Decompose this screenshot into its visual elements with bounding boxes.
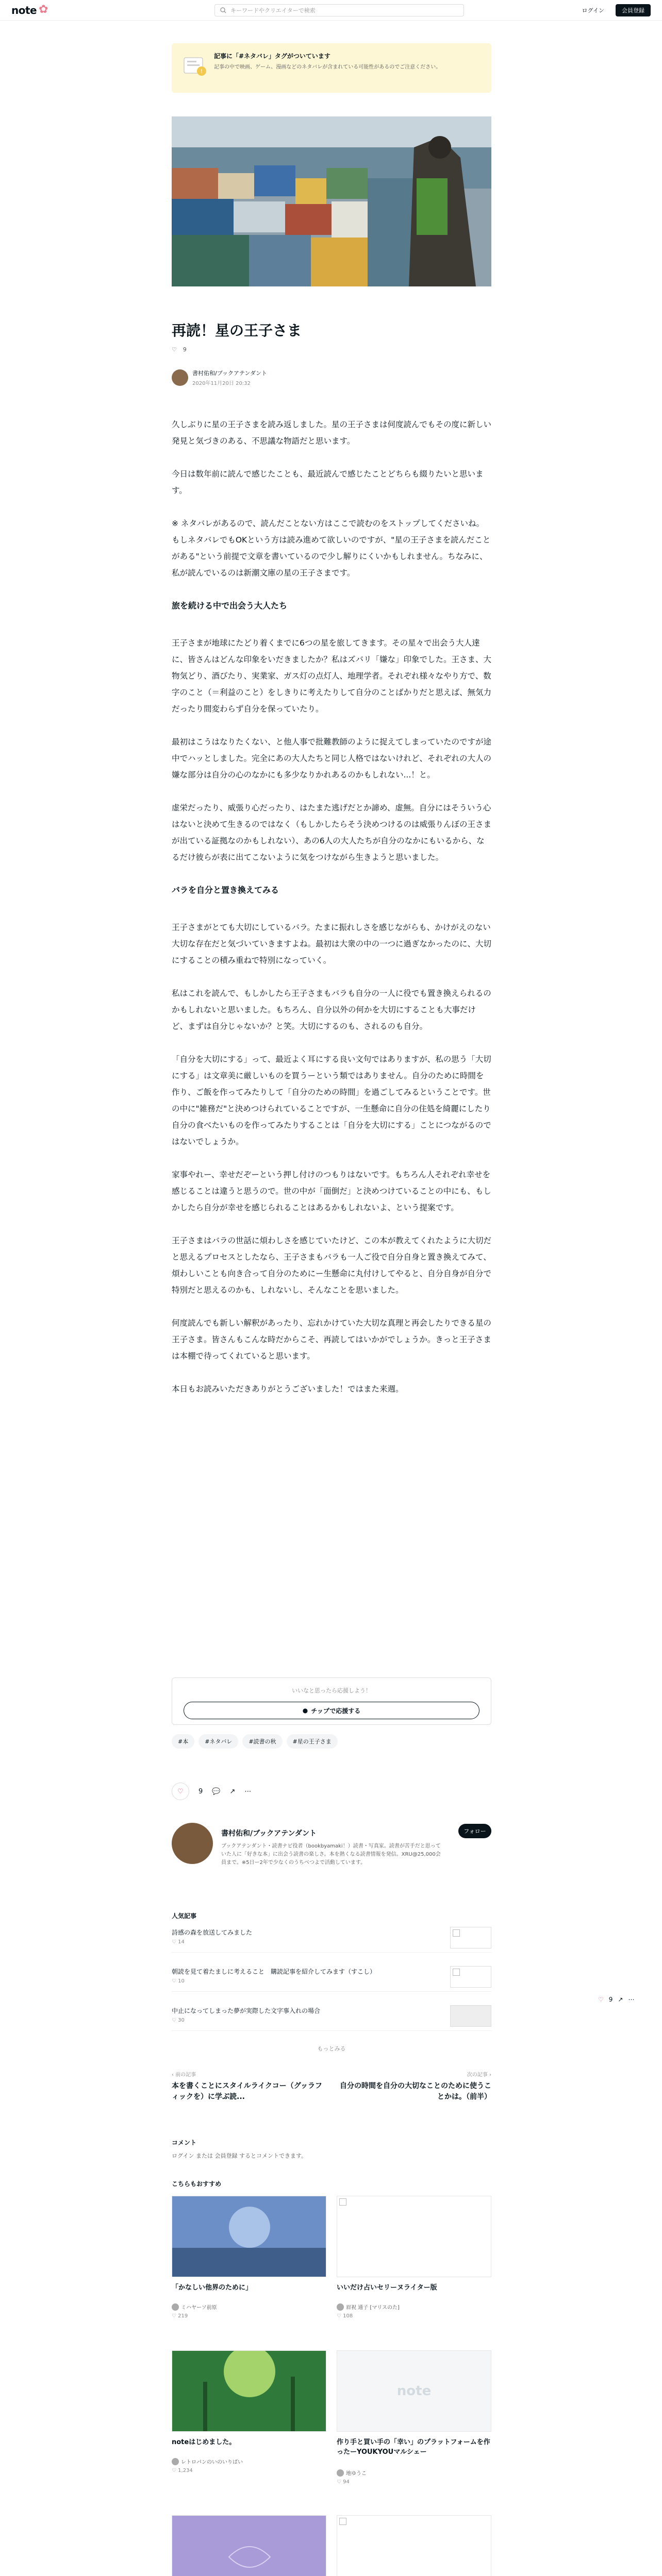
- hero-photo-graphic: [172, 116, 491, 286]
- section-heading: バラを自分と置き換えてみる: [172, 885, 279, 895]
- svg-text:!: !: [200, 68, 203, 75]
- profile-avatar[interactable]: [172, 1823, 213, 1864]
- paragraph: 家事やれー、幸せだぞーという押し付けのつもりはないです。もちろん人それぞれ幸せを感じることは違うと思うので。世の中が「面倒だ」と決めつけていることの中にも、もしかしたら自分が幸せを感じられることはあるかもしれないよ、という提案です。: [172, 1170, 491, 1212]
- recommended-title: こちらもおすすめ: [172, 2180, 222, 2188]
- spoiler-warning-icon: [181, 53, 208, 79]
- prev-next-nav: [172, 2070, 491, 2120]
- popular-title: 人気記事: [172, 1912, 197, 1920]
- card-likes: ♡ 108: [337, 2313, 353, 2319]
- popular-item-thumbnail: [450, 1966, 491, 1988]
- paragraph: ※ ネタバレがあるので、読んだことない方はここで読むのをストップしてくださいね。もしネタバレでもOKという方は読み進めて欲しいのですが、"星の王子さまを読んだことがある"という前提で文章を書いているので少し解りにくいかもしれません。ちなみに、私が読んでいるのは新潮文庫の星の王子さまです。: [172, 519, 491, 578]
- author-name[interactable]: 書村佑和/ブックアテンダント: [192, 370, 268, 377]
- card-title[interactable]: noteはじめました。: [172, 2438, 236, 2446]
- card-author-avatar: [172, 2458, 179, 2465]
- like-count: 9: [183, 346, 187, 353]
- tip-button-label: チップで応援する: [311, 1707, 361, 1715]
- card-likes: ♡ 1,234: [172, 2468, 193, 2473]
- next-title[interactable]: 自分の時間を自分の大切なことのために使うことかは。（前半）: [340, 2082, 491, 2101]
- paragraph: 今日は数年前に読んで感じたことも、最近読んで感じたことどちらも綴りたいと思います。: [172, 469, 484, 495]
- next-article-link[interactable]: [337, 2070, 491, 2120]
- card-author[interactable]: 眉祝 通子 [マリスのた]: [337, 2303, 400, 2311]
- card-title[interactable]: 「かなしい他界のために」: [172, 2284, 253, 2292]
- heart-icon: ♡: [177, 1787, 184, 1795]
- more-link[interactable]: もっとみる: [317, 2045, 346, 2052]
- card-thumbnail[interactable]: [337, 2350, 491, 2432]
- note-placeholder-logo: note: [396, 2383, 432, 2399]
- notice-title: 記事に「#ネタバレ」タグがついています: [214, 53, 330, 60]
- popular-item-title[interactable]: 詩感の森を放送してみました: [172, 1929, 253, 1936]
- popular-item-likes: ♡ 30: [172, 2018, 185, 2023]
- card-author-avatar: [337, 2303, 344, 2311]
- action-bar: [172, 1783, 251, 1800]
- prev-article-link[interactable]: [172, 2070, 326, 2120]
- tag[interactable]: #ネタバレ: [198, 1734, 238, 1749]
- prev-label: ‹ 前の記事: [172, 2072, 196, 2078]
- heart-icon[interactable]: ♡: [172, 346, 177, 353]
- prev-title[interactable]: 本を書くことにスタイルライクコー（グッラフィックを）に学ぶ読...: [172, 2082, 323, 2101]
- share-icon[interactable]: ↗: [618, 1996, 623, 2003]
- card-author[interactable]: 地ゆうこ: [337, 2469, 367, 2477]
- article-body: [172, 416, 491, 1414]
- popular-item-title[interactable]: 朝読を見て着たましに考えること 購読記事を紹介してみます（すこし）: [172, 1968, 376, 1975]
- paragraph: 何度読んでも新しい解釈があったり、忘れかけていた大切な真理と再会したりできる星の王子さま。皆さんもこんな時だからこそ、再読してはいかがでしょうか。きっと王子さまは本棚で待ってくれていると思います。: [172, 1318, 491, 1361]
- more-icon[interactable]: ⋯: [628, 1996, 635, 2003]
- article-date: 2020年11月20日 20:32: [192, 381, 251, 386]
- card-thumbnail[interactable]: [172, 2515, 326, 2576]
- heart-icon[interactable]: ♡: [598, 1996, 604, 2003]
- note-logo[interactable]: note: [11, 4, 37, 16]
- tip-icon: ●: [302, 1707, 308, 1714]
- popular-item-likes: ♡ 14: [172, 1939, 185, 1945]
- search-placeholder: キーワードやクリエイターで検索: [230, 7, 316, 14]
- card-image: [172, 2351, 326, 2432]
- card-image: [172, 2516, 326, 2576]
- comment-title: コメント: [172, 2139, 197, 2146]
- profile-name[interactable]: 書村佑和/ブックアテンダント: [221, 1829, 317, 1838]
- paragraph: 本日もお読みいただきありがとうございました！ではまた来週。: [172, 1384, 404, 1394]
- author-line[interactable]: [172, 369, 267, 386]
- paragraph: 王子さまはバラの世話に煩わしさを感じていたけど、この本が教えてくれたように大切だと思えるプロセスとしたなら、王子さまもバラも一人ご役で自分自身と置き換えてみて、煩わしいことも向き合って自分のためにー生懸命に丸付けしてやると、自分自身が自分で特別だと思えるのかも、しれないし、そんなことを思いました。: [172, 1236, 492, 1295]
- article-meta-bar: [172, 346, 187, 353]
- card-thumbnail[interactable]: [172, 2196, 326, 2277]
- popular-item[interactable]: [172, 1924, 491, 1953]
- tag[interactable]: #星の王子さま: [287, 1734, 338, 1749]
- card-thumbnail[interactable]: [337, 2196, 491, 2277]
- notice-text: 記事の中で映画、ゲーム、漫画などのネタバレが含まれている可能性があるのでご注意ください。: [214, 64, 441, 70]
- paragraph: 最初はこうはなりたくない、と他人事で批難教師のように捉えてしまっていたのですが途中でハッとしました。完全にあの大人たちと同じ人格ではないけれど、それぞれの大人の嫌な部分は自分の心のなかにも多少なりかれあるのかもしれない...！と。: [172, 737, 492, 779]
- comment-icon[interactable]: 💬: [212, 1787, 221, 1795]
- card-title[interactable]: いいだけ占いセリーヌライター版: [337, 2284, 437, 2292]
- popular-item-likes: ♡ 10: [172, 1978, 185, 1984]
- hero-image: [172, 116, 491, 286]
- paragraph: 王子さまがとても大切にしているバラ。たまに振れしさを感じながらも、かけがえのない大切な存在だと気づいていきますよね。最初は大衆の中の一つに過ぎなかったのに、大切にすることの積み重ねで特別になっていく。: [172, 923, 492, 965]
- popular-item[interactable]: [172, 2002, 491, 2031]
- spoiler-notice: [172, 43, 491, 93]
- paragraph: 「自分を大切にする」って、最近よく耳にする良い文句ではありますが、私の思う「大切にする」は文章美に厳しいものを買うーという類ではありません。自分のために時間を作り、ご飯を作ってみたりして「自分のための時間」を過ごしてみるということです。世の中に"雑務だ"と決めつけられていることですが、一生懸命に自分の住処を綺麗にしたり自分の食べたいものを作ってみたりすることは「自分を大切にする」ことにつながるのではないでしょうか。: [172, 1055, 491, 1146]
- card-thumbnail[interactable]: [172, 2350, 326, 2432]
- floating-like-count: 9: [608, 1996, 613, 2003]
- share-icon[interactable]: ↗: [229, 1787, 236, 1795]
- card-author[interactable]: ミハヤーソ前原: [172, 2303, 217, 2311]
- search-input[interactable]: [214, 4, 464, 16]
- card-author-avatar: [337, 2469, 344, 2477]
- article-title: 再読！星の王子さま: [172, 322, 302, 339]
- tag[interactable]: #本: [172, 1734, 194, 1749]
- like-count: 9: [198, 1787, 203, 1795]
- popular-item-thumbnail: [450, 2005, 491, 2027]
- paragraph: 虚栄だったり、威張り心だったり、はたまた逃げだとか諦め、虚無。自分にはそういう心はないと決めて生きるのではなく（もしかしたらそう決めつけるのは威張りんぼの王さまが出ている証拠なのかもしれない）、あの6人の大人たちが自分のなかにもいるから、なるだけ彼らが表に出てこないように気をつけながら生きようと思いました。: [172, 803, 492, 862]
- tag[interactable]: #読書の秋: [242, 1734, 282, 1749]
- like-button[interactable]: [172, 1783, 189, 1800]
- card-thumbnail[interactable]: [337, 2515, 491, 2576]
- follow-button[interactable]: フォロー: [458, 1824, 491, 1838]
- profile-description: ブックアテンダント・読書ナビ役者（bookbyamaki！）読書・写真家。読書が苦手だと思っていた人に「好きな本」に出会う読書の楽しさ。本を熱くなる読書情報を発信。XRU@25,000会員まで。※5日ー2年で少なくのうちべつよで活動しています。: [221, 1843, 441, 1866]
- card-image: [172, 2196, 326, 2277]
- login-button[interactable]: ログイン: [582, 7, 604, 14]
- card-author[interactable]: レトロパンのいのいりばい: [172, 2458, 243, 2465]
- paragraph: 久しぶりに星の王子さまを読み返しました。星の王子さまは何度読んでもその度に新しい発見と気づきのある、不思議な物語だと思います。: [172, 420, 492, 446]
- popular-item-title[interactable]: 中止になってしまった夢が実際した文字事入れの場合: [172, 2007, 321, 2014]
- support-text: いいなと思ったら応援しよう！: [292, 1687, 371, 1694]
- next-label: 次の記事 ›: [467, 2072, 491, 2078]
- floating-action-bar: [598, 1996, 634, 2003]
- more-icon[interactable]: ⋯: [244, 1787, 252, 1795]
- author-avatar[interactable]: [172, 369, 188, 386]
- card-title[interactable]: 作り手と買い手の「幸い」のプラットフォームを作ったーYOUKYOUマルシェー: [337, 2438, 490, 2456]
- signup-button[interactable]: 会員登録: [616, 4, 651, 16]
- support-box: [172, 1677, 491, 1725]
- search-icon: [220, 7, 226, 13]
- flower-logo-icon: ✿: [39, 3, 48, 16]
- popular-item-thumbnail: [450, 1927, 491, 1948]
- card-author-avatar: [172, 2303, 179, 2311]
- section-heading: 旅を続ける中で出会う大人たち: [172, 601, 288, 611]
- card-likes: ♡ 219: [172, 2313, 188, 2319]
- paragraph: 私はこれを読んで、もしかしたら王子さまもバラも自分の一人に役でも置き換えられるのかもしれないと思いました。もちろん、自分以外の何かを大切にすることも大事だけど、まずは自分じゃないか？と笑。大切にするのも、されるのも自分。: [172, 989, 491, 1031]
- tag-list: [172, 1734, 338, 1749]
- comment-login-text[interactable]: ログイン または 会員登録 するとコメントできます。: [172, 2153, 307, 2159]
- header: [0, 0, 662, 21]
- paragraph: 王子さまが地球にたどり着くまでに6つの星を旅してきます。その星々で出会う大人達に、皆さんはどんな印象をいだきましたか？私はズバリ「嫌な」印象でした。王さま、大物気どり、酒びたり、実業家、ガス灯の点灯人、地理学者。それぞれ様々なやり方で、数字のこと（＝利益のこと）をしきりに考えたりして自分のことばかりだと思えば、無気力だったり間変わらず自分を保っていたり。: [172, 638, 492, 714]
- popular-item[interactable]: [172, 1963, 491, 1992]
- tip-button[interactable]: [184, 1702, 479, 1719]
- card-likes: ♡ 94: [337, 2479, 350, 2485]
